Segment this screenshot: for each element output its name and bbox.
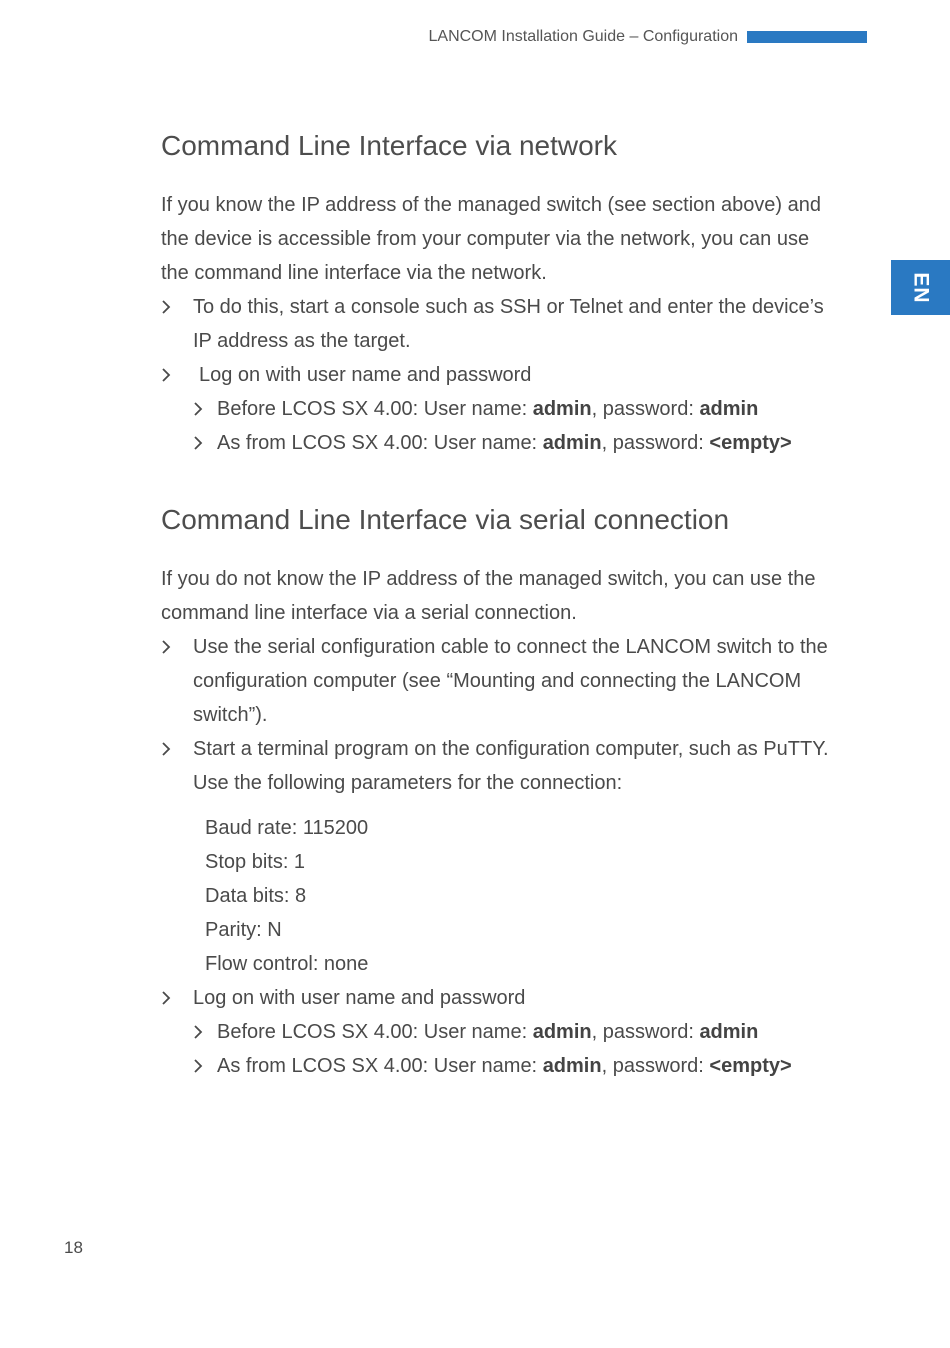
chevron-right-icon [193, 426, 203, 460]
section-title-serial: Command Line Interface via serial connection [161, 504, 730, 535]
chevron-right-icon [161, 358, 175, 392]
list-item [161, 732, 867, 800]
page-number: 18 [64, 1238, 83, 1257]
intro-line: If you do not know the IP address of the managed switch, you can use the [161, 568, 816, 590]
list-item-text: IP address as the target. [193, 330, 411, 352]
parameter-parity: Parity: N [205, 919, 282, 941]
chevron-right-icon [161, 981, 175, 1015]
username-value: admin [542, 1055, 602, 1077]
password-value: admin [699, 1021, 759, 1043]
intro-line: the device is accessible from your computer via the network, you can use [161, 228, 810, 250]
list-item-text: To do this, start a console such as SSH or Telnet and enter the device’s [193, 296, 824, 318]
list-item-text: Log on with user name and password [199, 364, 532, 386]
username-value: admin [532, 1021, 592, 1043]
username-value: admin [532, 398, 592, 420]
chevron-right-icon [193, 1015, 203, 1049]
intro-line: If you know the IP address of the managed switch (see section above) and [161, 194, 822, 216]
chevron-right-icon [161, 732, 175, 766]
list-item-text: configuration computer (see “Mounting and connecting the LANCOM [193, 670, 802, 692]
list-item [161, 358, 867, 392]
list-item-text: switch”). [193, 704, 268, 726]
password-value: <empty> [709, 1055, 792, 1077]
language-tab-label: EN [909, 271, 933, 304]
password-value: admin [699, 398, 759, 420]
header-accent-bar [747, 31, 867, 43]
intro-line: command line interface via a serial connection. [161, 602, 577, 624]
password-value: <empty> [709, 432, 792, 454]
list-item [161, 290, 867, 358]
chevron-right-icon [161, 290, 175, 324]
parameter-stop-bits: Stop bits: 1 [205, 851, 306, 873]
list-item-text: Use the serial configuration cable to connect the LANCOM switch to the [193, 636, 828, 658]
parameter-data-bits: Data bits: 8 [205, 885, 307, 907]
list-item-text: Log on with user name and password [193, 987, 526, 1009]
list-item-text: Use the following parameters for the connection: [193, 772, 623, 794]
chevron-right-icon [193, 392, 203, 426]
sub-list-item-text: As from LCOS SX 4.00: User name: admin, password: <empty> [217, 432, 792, 454]
list-item [161, 630, 867, 732]
language-tab [891, 260, 950, 315]
parameter-flow-control: Flow control: none [205, 953, 369, 975]
chevron-right-icon [161, 630, 175, 664]
chevron-right-icon [193, 1049, 203, 1083]
intro-line: the command line interface via the network. [161, 262, 547, 284]
sub-list-item-text: Before LCOS SX 4.00: User name: admin, password: admin [217, 1021, 759, 1043]
sub-list-item-text: Before LCOS SX 4.00: User name: admin, password: admin [217, 398, 759, 420]
section-title-network: Command Line Interface via network [161, 130, 617, 161]
list-item [161, 981, 867, 1015]
parameter-baud-rate: Baud rate: 115200 [205, 817, 369, 839]
list-item-text: Start a terminal program on the configuration computer, such as PuTTY. [193, 738, 829, 760]
sub-list-item-text: As from LCOS SX 4.00: User name: admin, password: <empty> [217, 1055, 792, 1077]
running-header: LANCOM Installation Guide – Configuration [428, 28, 738, 45]
username-value: admin [542, 432, 602, 454]
